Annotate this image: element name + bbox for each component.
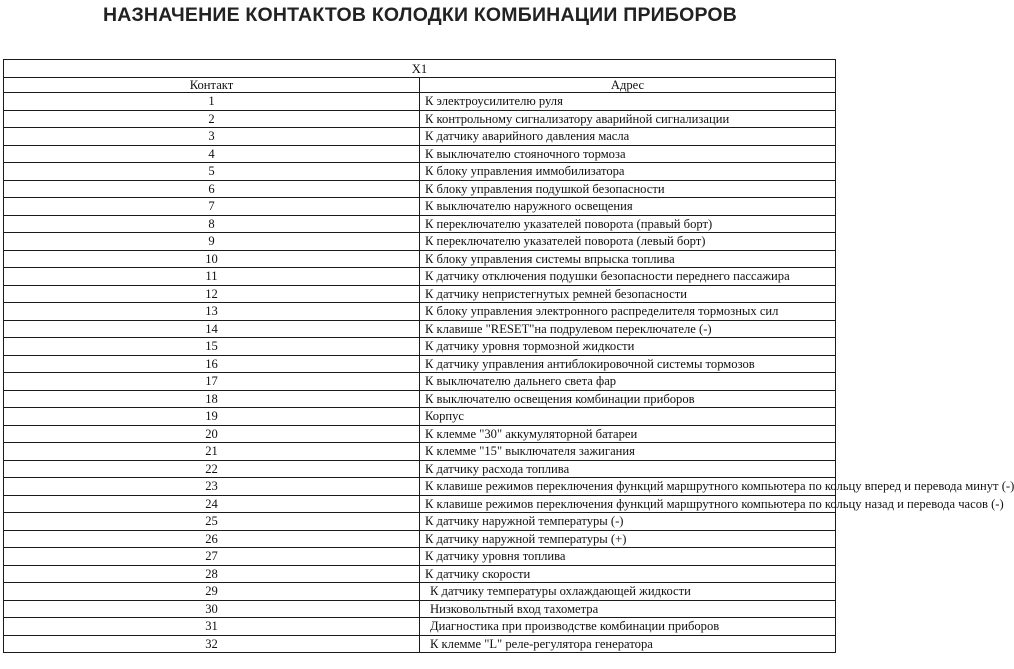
contact-number: 19 xyxy=(4,408,420,426)
contact-address: К выключателю наружного освещения xyxy=(420,198,836,216)
contact-address: К клавише режимов переключения функций маршрутного компьютера по кольцу вперед и перевода минут (-) xyxy=(420,478,836,496)
table-row xyxy=(4,198,836,216)
table-row xyxy=(4,530,836,548)
table-row xyxy=(4,565,836,583)
table-row xyxy=(4,408,836,426)
contact-address: К клавише режимов переключения функций маршрутного компьютера по кольцу назад и перевода часов (-) xyxy=(420,495,836,513)
contact-number: 9 xyxy=(4,233,420,251)
contact-number: 14 xyxy=(4,320,420,338)
contact-number: 29 xyxy=(4,583,420,601)
connector-row xyxy=(4,60,836,78)
contact-address: К датчику скорости xyxy=(420,565,836,583)
contact-number: 3 xyxy=(4,128,420,146)
contact-number: 11 xyxy=(4,268,420,286)
contact-address: К контрольному сигнализатору аварийной сигнализации xyxy=(420,110,836,128)
contact-address: К клавише "RESET"на подрулевом переключателе (-) xyxy=(420,320,836,338)
contact-number: 6 xyxy=(4,180,420,198)
contact-address: К блоку управления иммобилизатора xyxy=(420,163,836,181)
contact-number: 4 xyxy=(4,145,420,163)
table-row xyxy=(4,355,836,373)
table-row xyxy=(4,373,836,391)
contact-address: Корпус xyxy=(420,408,836,426)
table-row xyxy=(4,390,836,408)
pin-assignment-table xyxy=(3,59,1014,653)
contact-number: 21 xyxy=(4,443,420,461)
contact-address: К датчику температуры охлаждающей жидкости xyxy=(420,583,836,601)
contact-address: К электроусилителю руля xyxy=(420,93,836,111)
table-row xyxy=(4,443,836,461)
table-row xyxy=(4,635,836,653)
contact-number: 8 xyxy=(4,215,420,233)
contact-address: К датчику уровня тормозной жидкости xyxy=(420,338,836,356)
table-row xyxy=(4,303,836,321)
contact-number: 24 xyxy=(4,495,420,513)
contact-number: 30 xyxy=(4,600,420,618)
connector-label: X1 xyxy=(4,60,836,78)
table-row xyxy=(4,513,836,531)
contact-address: К выключателю дальнего света фар xyxy=(420,373,836,391)
contact-number: 5 xyxy=(4,163,420,181)
table-row xyxy=(4,600,836,618)
contact-number: 13 xyxy=(4,303,420,321)
contact-number: 12 xyxy=(4,285,420,303)
table-row xyxy=(4,618,836,636)
contact-number: 10 xyxy=(4,250,420,268)
contact-address: К датчику уровня топлива xyxy=(420,548,836,566)
contact-number: 15 xyxy=(4,338,420,356)
contact-number: 17 xyxy=(4,373,420,391)
table-row xyxy=(4,478,836,496)
contact-address: К датчику аварийного давления масла xyxy=(420,128,836,146)
contact-address: К датчику управления антиблокировочной системы тормозов xyxy=(420,355,836,373)
table-row xyxy=(4,285,836,303)
table-row xyxy=(4,233,836,251)
contact-number: 2 xyxy=(4,110,420,128)
contact-number: 31 xyxy=(4,618,420,636)
contact-address: К переключателю указателей поворота (правый борт) xyxy=(420,215,836,233)
contact-number: 22 xyxy=(4,460,420,478)
contact-address: Диагностика при производстве комбинации приборов xyxy=(420,618,836,636)
contact-number: 23 xyxy=(4,478,420,496)
contact-address: К выключателю стояночного тормоза xyxy=(420,145,836,163)
table-row xyxy=(4,460,836,478)
contact-address: Низковольтный вход тахометра xyxy=(420,600,836,618)
contact-address: К датчику расхода топлива xyxy=(420,460,836,478)
contact-number: 20 xyxy=(4,425,420,443)
table-body xyxy=(4,93,1014,653)
page-title: НАЗНАЧЕНИЕ КОНТАКТОВ КОЛОДКИ КОМБИНАЦИИ ПРИБОРОВ xyxy=(102,4,738,26)
contact-address: К клемме "30" аккумуляторной батареи xyxy=(420,425,836,443)
table-row xyxy=(4,250,836,268)
column-header-address: Адрес xyxy=(420,78,836,93)
contact-number: 28 xyxy=(4,565,420,583)
contact-address: К выключателю освещения комбинации приборов xyxy=(420,390,836,408)
contact-number: 27 xyxy=(4,548,420,566)
contact-address: К клемме "L" реле-регулятора генератора xyxy=(420,635,836,653)
table-row xyxy=(4,425,836,443)
table-row xyxy=(4,128,836,146)
table-row xyxy=(4,320,836,338)
table-row xyxy=(4,583,836,601)
contact-address: К блоку управления электронного распределителя тормозных сил xyxy=(420,303,836,321)
table-row xyxy=(4,110,836,128)
contact-address: К датчику наружной температуры (+) xyxy=(420,530,836,548)
contact-address: К датчику непристегнутых ремней безопасности xyxy=(420,285,836,303)
table-row xyxy=(4,548,836,566)
table-row xyxy=(4,163,836,181)
table-row xyxy=(4,180,836,198)
contact-address: К переключателю указателей поворота (левый борт) xyxy=(420,233,836,251)
contact-number: 16 xyxy=(4,355,420,373)
contact-number: 7 xyxy=(4,198,420,216)
contact-number: 26 xyxy=(4,530,420,548)
header-row xyxy=(4,78,836,93)
contact-number: 32 xyxy=(4,635,420,653)
table-row xyxy=(4,338,836,356)
contact-address: К блоку управления подушкой безопасности xyxy=(420,180,836,198)
contact-address: К клемме "15" выключателя зажигания xyxy=(420,443,836,461)
contact-address: К блоку управления системы впрыска топлива xyxy=(420,250,836,268)
table-row xyxy=(4,215,836,233)
contact-address: К датчику наружной температуры (-) xyxy=(420,513,836,531)
contact-number: 18 xyxy=(4,390,420,408)
table-row xyxy=(4,145,836,163)
contact-number: 25 xyxy=(4,513,420,531)
table-row xyxy=(4,495,836,513)
column-header-contact: Контакт xyxy=(4,78,420,93)
table-row xyxy=(4,268,836,286)
contact-number: 1 xyxy=(4,93,420,111)
table-row xyxy=(4,93,836,111)
contact-address: К датчику отключения подушки безопасности переднего пассажира xyxy=(420,268,836,286)
